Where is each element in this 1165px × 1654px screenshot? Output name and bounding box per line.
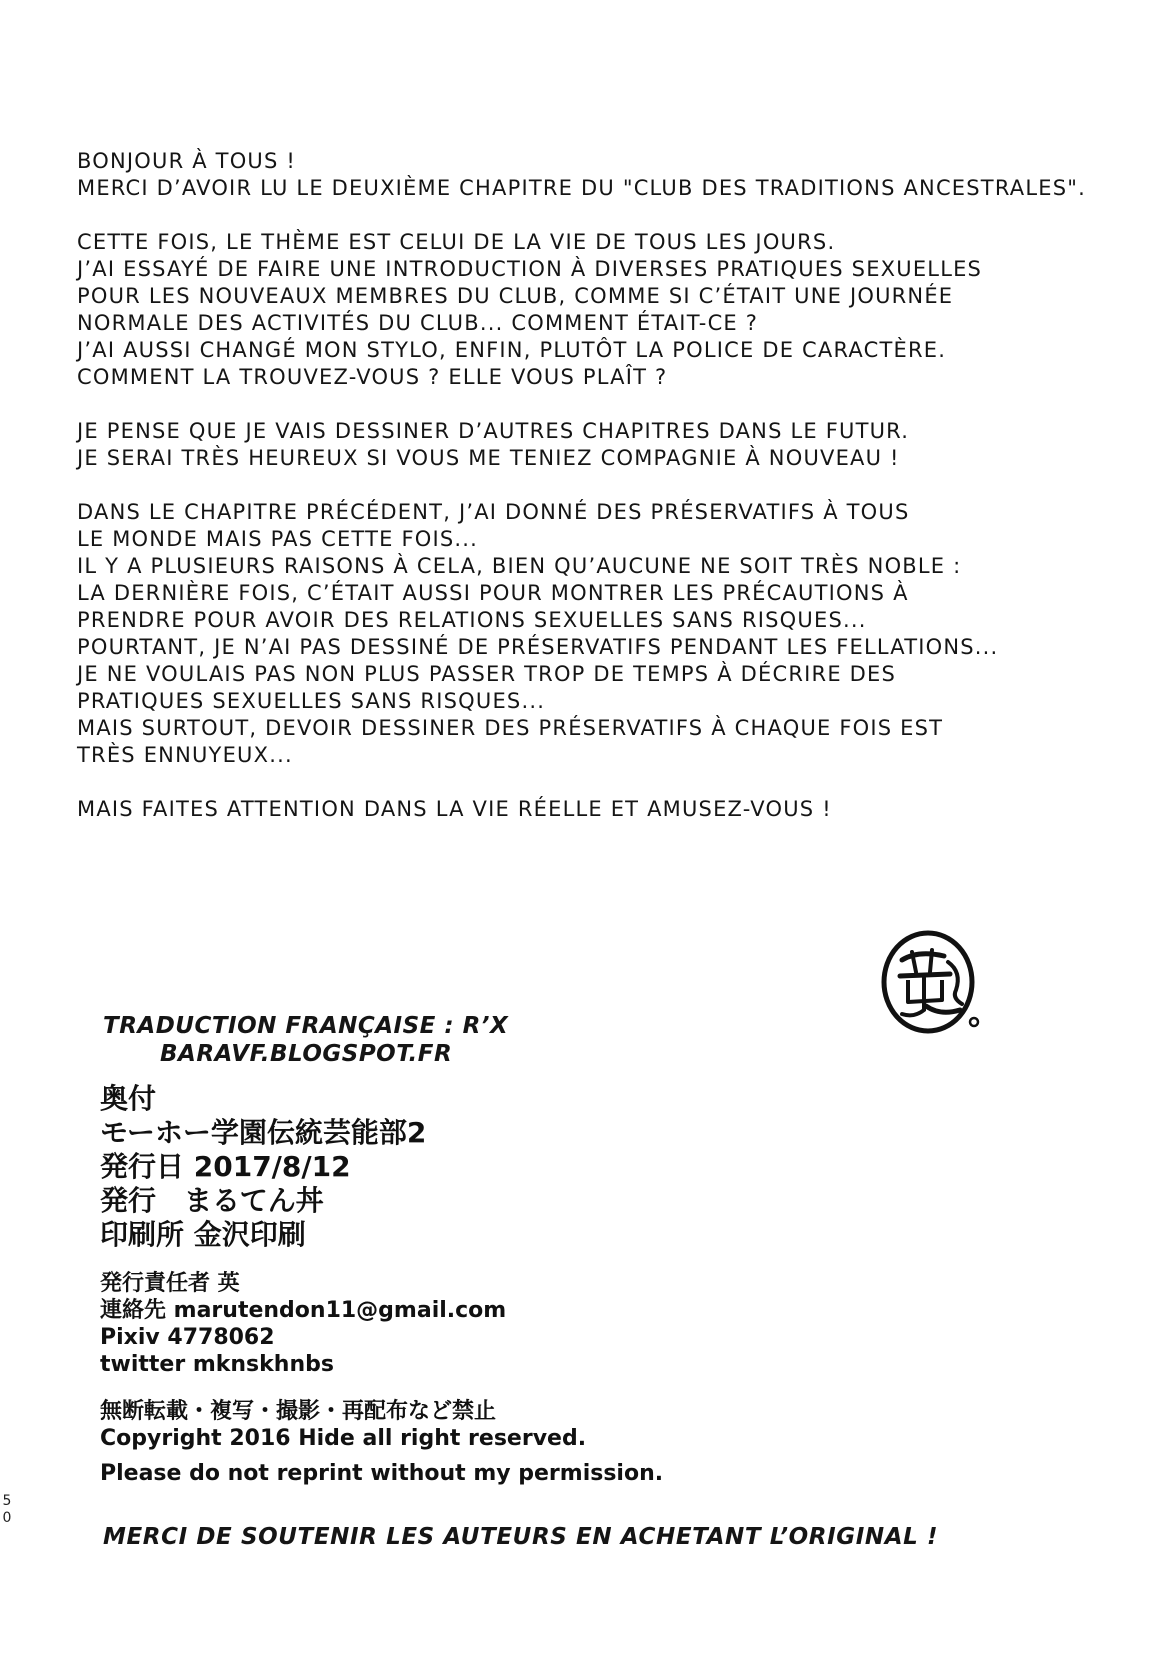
- afterword-line: PRENDRE POUR AVOIR DES RELATIONS SEXUELLES SANS RISQUES...: [77, 608, 867, 632]
- afterword-line: COMMENT LA TROUVEZ-VOUS ? ELLE VOUS PLAÎT ?: [77, 365, 668, 389]
- book-title: モーホー学園伝統芸能部2: [100, 1116, 427, 1149]
- afterword-line: POURTANT, JE N’AI PAS DESSINÉ DE PRÉSERVATIFS PENDANT LES FELLATIONS...: [77, 635, 999, 659]
- responsible-person: 発行責任者 英: [100, 1271, 240, 1296]
- afterword-line: DANS LE CHAPITRE PRÉCÉDENT, J’AI DONNÉ DES PRÉSERVATIFS À TOUS: [77, 500, 910, 524]
- publish-date: 発行日 2017/8/12: [100, 1150, 351, 1183]
- afterword-line: TRÈS ENNUYEUX...: [77, 743, 293, 767]
- afterword-line: JE SERAI TRÈS HEUREUX SI VOUS ME TENIEZ COMPAGNIE À NOUVEAU !: [77, 446, 900, 470]
- circle-signature-seal-icon: [878, 928, 982, 1040]
- afterword-line: PRATIQUES SEXUELLES SANS RISQUES...: [77, 689, 546, 713]
- pixiv-id: Pixiv 4778062: [100, 1325, 275, 1350]
- afterword-line: CETTE FOIS, LE THÈME EST CELUI DE LA VIE DE TOUS LES JOURS.: [77, 230, 836, 254]
- page-number: [0, 1493, 14, 1527]
- afterword-paragraph-future: [77, 418, 1117, 472]
- twitter-handle: twitter mknskhnbs: [100, 1352, 334, 1377]
- contact-email[interactable]: 連絡先 marutendon11@gmail.com: [100, 1298, 507, 1323]
- colophon-heading: 奥付: [100, 1082, 157, 1115]
- afterword-paragraph-greeting: [77, 148, 1117, 202]
- afterword-line: NORMALE DES ACTIVITÉS DU CLUB... COMMENT ÉTAIT-CE ?: [77, 311, 759, 335]
- afterword-line: J’AI AUSSI CHANGÉ MON STYLO, ENFIN, PLUTÔT LA POLICE DE CARACTÈRE.: [77, 338, 947, 362]
- publisher: 発行 まるてん丼: [100, 1184, 324, 1217]
- afterword-line: IL Y A PLUSIEURS RAISONS À CELA, BIEN QU’AUCUNE NE SOIT TRÈS NOBLE :: [77, 554, 962, 578]
- afterword-paragraph-explanation: [77, 499, 1117, 769]
- afterword-line: JE NE VOULAIS PAS NON PLUS PASSER TROP DE TEMPS À DÉCRIRE DES: [77, 662, 897, 686]
- support-message: MERCI DE SOUTENIR LES AUTEURS EN ACHETANT L’ORIGINAL !: [103, 1524, 939, 1550]
- printer: 印刷所 金沢印刷: [100, 1218, 306, 1251]
- reprint-prohibition: 無断転載・複写・撮影・再配布など禁止: [100, 1399, 497, 1424]
- afterword-line: J’AI ESSAYÉ DE FAIRE UNE INTRODUCTION À DIVERSES PRATIQUES SEXUELLES: [77, 257, 983, 281]
- copyright-notice: Copyright 2016 Hide all right reserved.: [100, 1426, 587, 1451]
- afterword-line: MERCI D’AVOIR LU LE DEUXIÈME CHAPITRE DU "CLUB DES TRADITIONS ANCESTRALES".: [77, 176, 1086, 200]
- afterword-line: MAIS SURTOUT, DEVOIR DESSINER DES PRÉSERVATIFS À CHAQUE FOIS EST: [77, 716, 944, 740]
- colophon-block: [100, 1082, 663, 1487]
- afterword-line: BONJOUR À TOUS !: [77, 149, 297, 173]
- afterword-paragraph-theme: [77, 229, 1117, 391]
- afterword-line: LA DERNIÈRE FOIS, C’ÉTAIT AUSSI POUR MONTRER LES PRÉCAUTIONS À: [77, 581, 909, 605]
- afterword-paragraph-closing: [77, 796, 1117, 823]
- permission-notice: Please do not reprint without my permission.: [100, 1461, 664, 1486]
- translation-credit: TRADUCTION FRANÇAISE : R’X: [103, 1013, 509, 1039]
- afterword-line: POUR LES NOUVEAUX MEMBRES DU CLUB, COMME SI C’ÉTAIT UNE JOURNÉE: [77, 284, 954, 308]
- afterword-line: MAIS FAITES ATTENTION DANS LA VIE RÉELLE ET AMUSEZ-VOUS !: [77, 797, 832, 821]
- author-afterword: [77, 148, 1117, 850]
- afterword-line: JE PENSE QUE JE VAIS DESSINER D’AUTRES CHAPITRES DANS LE FUTUR.: [77, 419, 910, 443]
- blog-link[interactable]: BARAVF.BLOGSPOT.FR: [160, 1041, 453, 1067]
- page-number-text: 5 0: [2, 1493, 12, 1526]
- afterword-line: LE MONDE MAIS PAS CETTE FOIS...: [77, 527, 479, 551]
